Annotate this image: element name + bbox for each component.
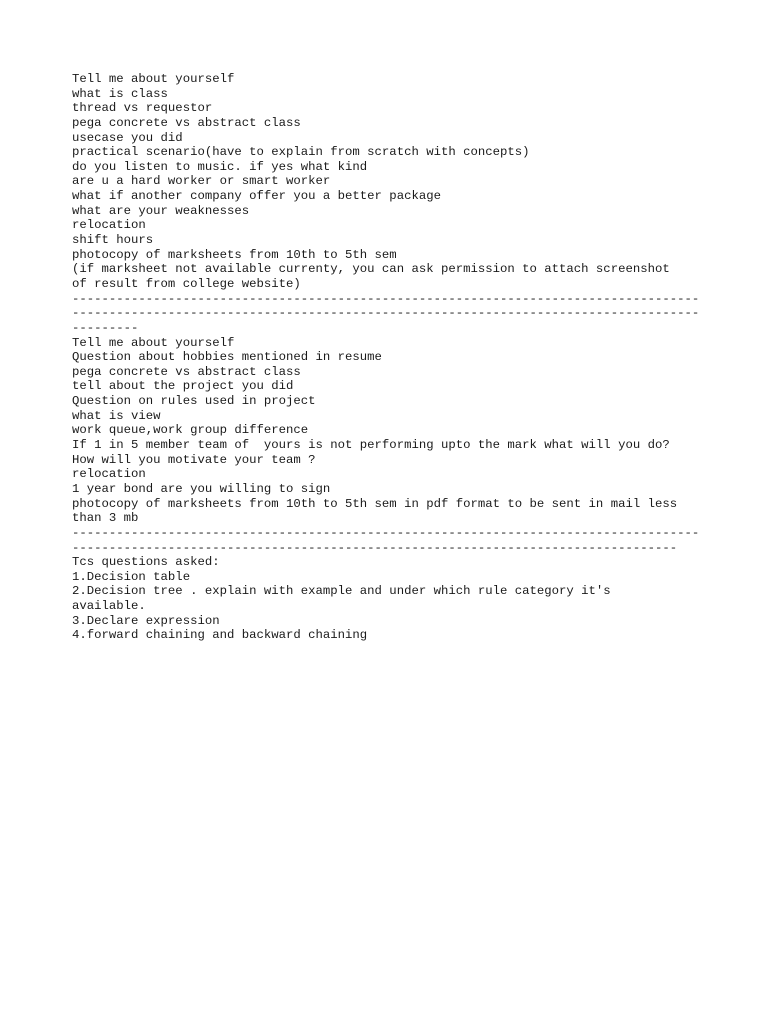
- text-line: practical scenario(have to explain from scratch with concepts): [72, 145, 530, 160]
- text-line: Tell me about yourself: [72, 335, 235, 350]
- text-line: 2.Decision tree . explain with example and under which rule category it's: [72, 584, 611, 599]
- text-line: Question about hobbies mentioned in resume: [72, 350, 382, 365]
- text-line: than 3 mb: [72, 511, 139, 526]
- text-line: (if marksheet not available currenty, you can ask permission to attach screenshot: [72, 262, 670, 277]
- text-line: pega concrete vs abstract class: [72, 364, 301, 379]
- text-line: what if another company offer you a better package: [72, 189, 441, 204]
- divider-line: ---------: [72, 320, 139, 335]
- text-line: photocopy of marksheets from 10th to 5th sem in pdf format to be sent in mail less: [72, 496, 678, 511]
- text-line: thread vs requestor: [72, 101, 213, 116]
- divider-line: ----------------------------------------------------------------------------------: [72, 540, 678, 555]
- text-line: Tcs questions asked:: [72, 555, 220, 570]
- text-line: available.: [72, 599, 146, 614]
- text-line: pega concrete vs abstract class: [72, 115, 301, 130]
- text-line: usecase you did: [72, 130, 183, 145]
- text-line: Tell me about yourself: [72, 72, 235, 86]
- text-line: How will you motivate your team ?: [72, 452, 316, 467]
- text-line: what is view: [72, 408, 161, 423]
- text-line: of result from college website): [72, 276, 301, 291]
- text-line: 3.Declare expression: [72, 613, 220, 628]
- text-line: Question on rules used in project: [72, 394, 316, 409]
- divider-line: -------------------------------------------------------------------------------------: [72, 525, 700, 540]
- text-line: what is class: [72, 86, 168, 101]
- text-line: work queue,work group difference: [72, 423, 309, 438]
- text-line: 1 year bond are you willing to sign: [72, 481, 331, 496]
- text-line: relocation: [72, 218, 146, 233]
- text-line: 4.forward chaining and backward chaining: [72, 628, 368, 643]
- document-page: [72, 72, 702, 643]
- text-line: 1.Decision table: [72, 569, 191, 584]
- text-line: tell about the project you did: [72, 379, 294, 394]
- text-line: relocation: [72, 467, 146, 482]
- text-line: what are your weaknesses: [72, 203, 250, 218]
- text-line: photocopy of marksheets from 10th to 5th sem: [72, 247, 397, 262]
- divider-line: -------------------------------------------------------------------------------------: [72, 291, 700, 306]
- text-line: are u a hard worker or smart worker: [72, 174, 331, 189]
- divider-line: -------------------------------------------------------------------------------------: [72, 306, 700, 321]
- text-line: do you listen to music. if yes what kind: [72, 159, 368, 174]
- text-line: shift hours: [72, 233, 154, 248]
- text-line: If 1 in 5 member team of yours is not performing upto the mark what will you do?: [72, 438, 670, 453]
